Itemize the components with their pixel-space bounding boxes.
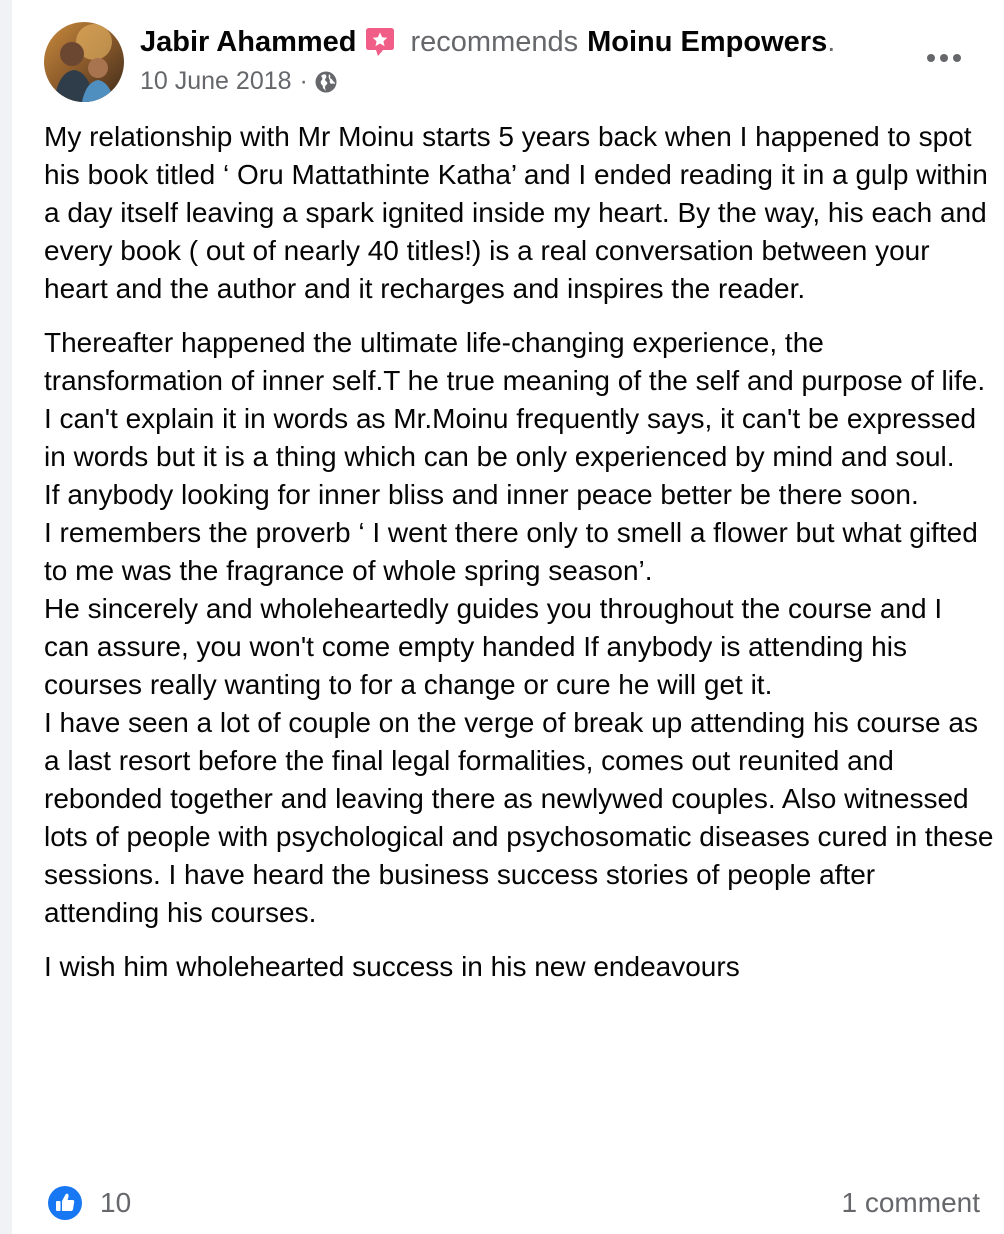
post-paragraph: I wish him wholehearted success in his new endeavours	[44, 951, 740, 982]
more-options-icon	[926, 53, 962, 63]
post-body	[44, 118, 994, 986]
avatar[interactable]	[44, 22, 124, 102]
like-icon[interactable]	[48, 1186, 82, 1220]
post-meta	[140, 64, 338, 98]
more-options-button[interactable]	[922, 40, 966, 76]
post-footer	[48, 1184, 980, 1222]
globe-icon[interactable]	[314, 69, 338, 93]
page-name-suffix: .	[827, 26, 836, 58]
action-text: recommends	[410, 26, 579, 58]
post-paragraph: My relationship with Mr Moinu starts 5 years back when I happened to spot his book titled ‘ Oru Mattathinte Katha’ and I ended reading it in a gulp within a day itself leaving a spark ignited inside my heart. By the way, his each and every book ( out of nearly 40 titles!) is a real conversation between your heart and the author and it recharges and inspires the reader.	[44, 121, 988, 304]
post-paragraph: Thereafter happened the ultimate life-changing experience, the transformation of inner self.T he true meaning of the self and purpose of life. I can't explain it in words as Mr.Moinu frequently says, it can't be expressed in words but it is a thing which can be only experienced by mind and soul. If anybody looking for inner bliss and inner peace better be there soon. I remembers the proverb ‘ I went there only to smell a flower but what gifted to me was the fragrance of whole spring season’. He sincerely and wholeheartedly guides you throughout the course and I can assure, you won't come empty handed If anybody is attending his courses really wanting to for a change or cure he will get it. I have seen a lot of couple on the verge of break up attending his course as a last resort before the final legal formalities, comes out reunited and rebonded together and leaving there as newlywed couples. Also witnessed lots of people with psychological and psychosomatic diseases cured in these sessions. I have heard the business success stories of people after attending his courses.	[44, 327, 994, 928]
author-name[interactable]: Jabir Ahammed	[140, 26, 357, 58]
post-date[interactable]: 10 June 2018	[140, 67, 292, 95]
post-header-line	[140, 24, 835, 60]
avatar-photo	[44, 22, 124, 102]
star-badge-icon	[363, 25, 397, 59]
post-card	[12, 0, 1004, 1234]
like-count[interactable]: 10	[100, 1187, 132, 1218]
page-name-link[interactable]: Moinu Empowers	[587, 26, 828, 58]
meta-separator: ·	[299, 67, 308, 95]
comment-count-link[interactable]: 1 comment	[841, 1187, 980, 1218]
